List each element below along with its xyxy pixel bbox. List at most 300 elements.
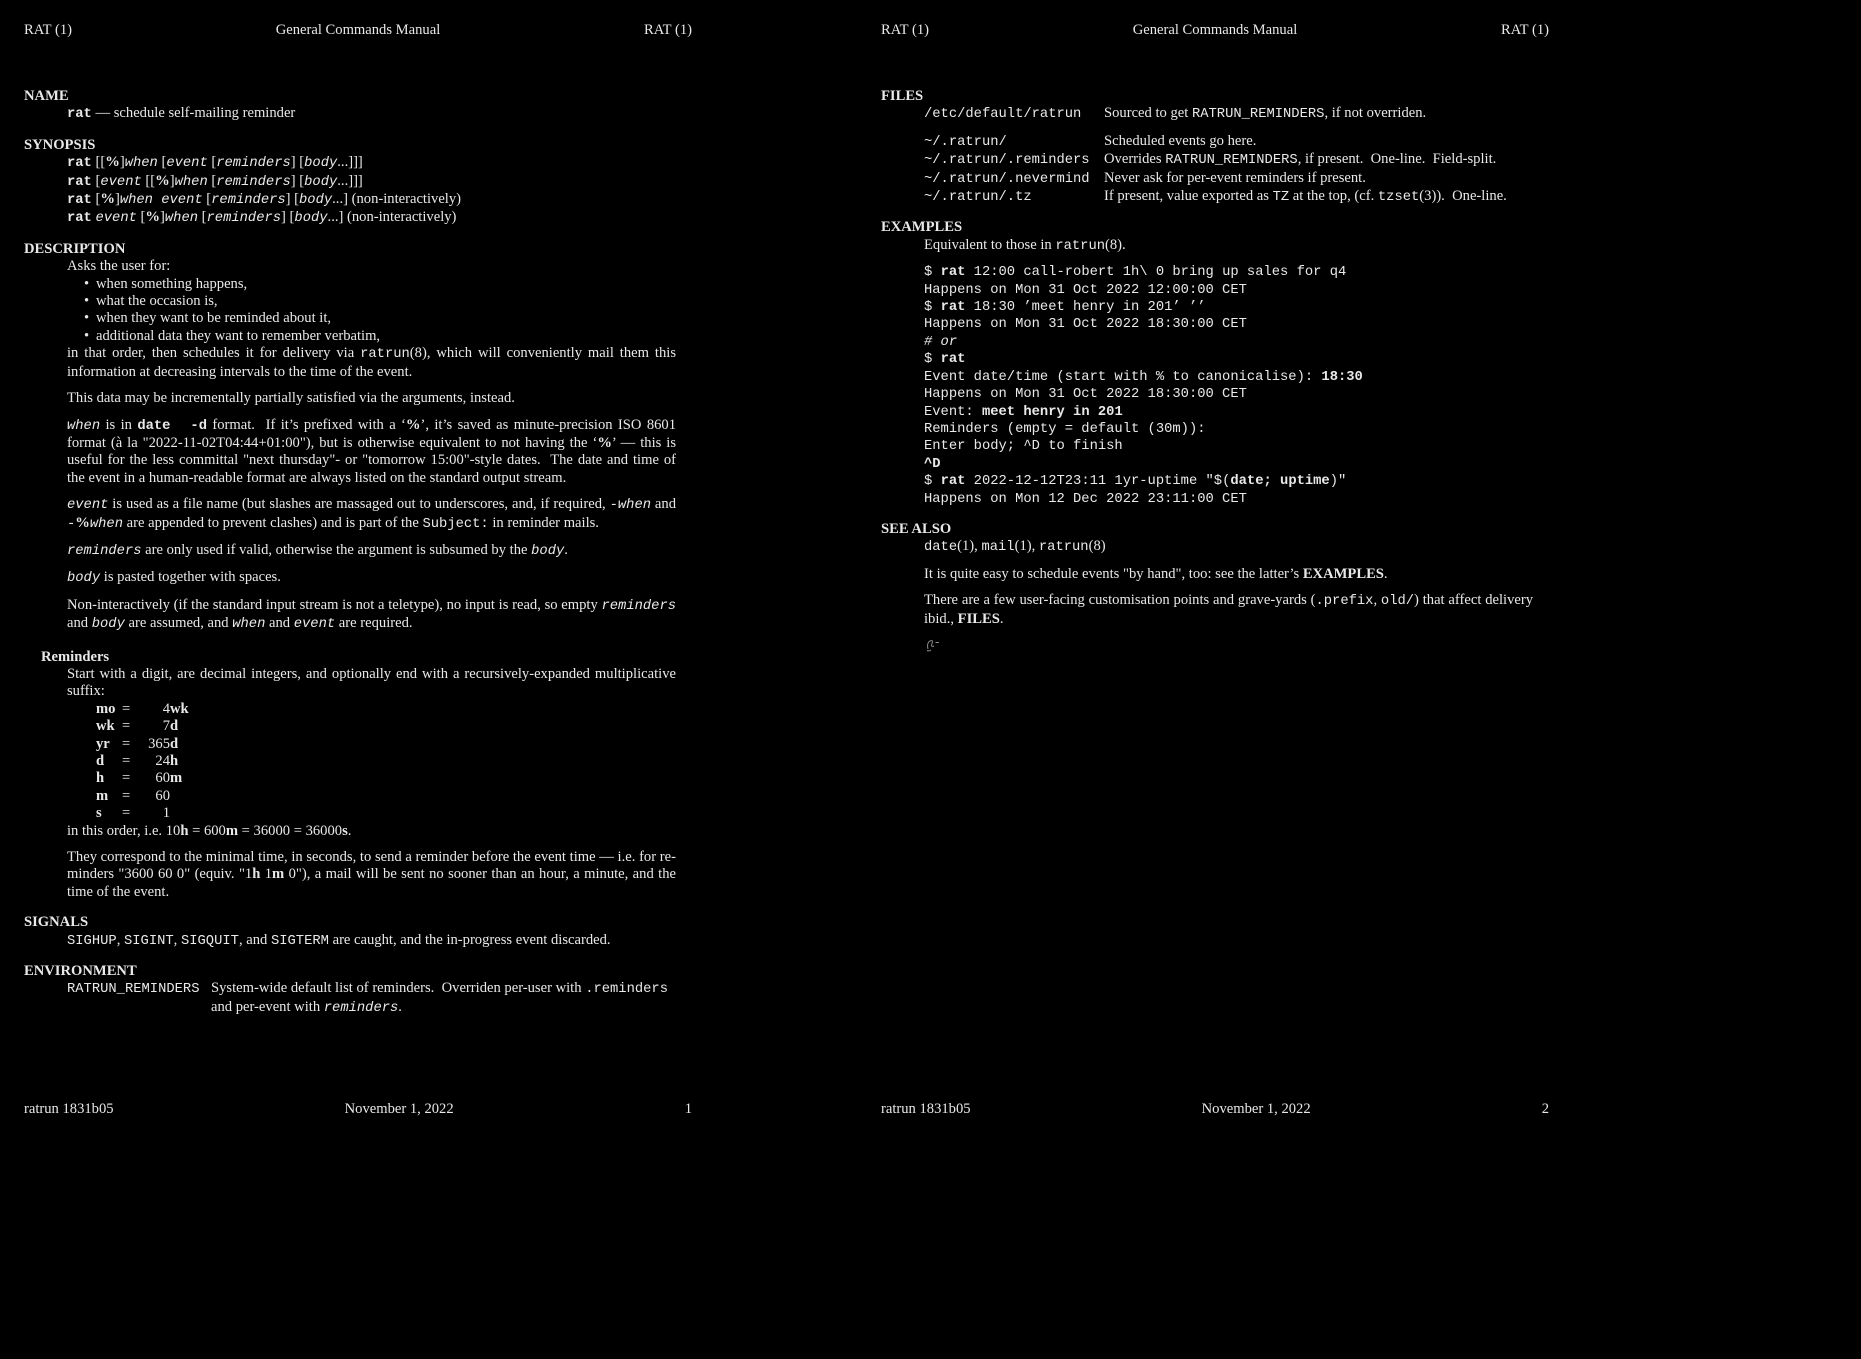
text-run: when [124,156,158,172]
footer-page-number: 1 [684,1101,692,1117]
text-run: Subject: [422,516,489,532]
text-run: There are a few user-facing customisation points and grave-yards ( [924,592,1316,609]
text-run: meet henry in 201 [981,404,1123,420]
text-run: Never ask for per-event reminders if present. [1104,169,1366,186]
text-run: body [299,193,333,209]
footer-date: November 1, 2022 [344,1101,454,1117]
text-run: % [155,172,170,189]
definition-list [67,980,676,1017]
text-run: ’, it’s saved as minute-precision ISO 8601 format (à la "2022-11-02T04:44+01:00"), but is otherwise equivalent to not having the ‘ [67,416,680,451]
page-header [24,22,692,39]
text-run: when [232,617,266,633]
suffix-value: 60 [155,787,170,804]
text-run: Happens on Mon 12 Dec 2022 23:11:00 CET [924,491,1247,507]
page-footer [24,1101,692,1118]
definition-text [211,980,676,1017]
text-run: Asks the user for: [67,258,171,275]
text-run: rat [940,265,966,281]
definition-text [1104,170,1533,187]
text-run: [ [207,172,217,189]
terminal-line [924,316,1533,333]
terminal-line [924,334,1533,351]
text-run: % [100,191,115,208]
text-run: ] [ [290,154,305,171]
text-run: h [180,822,189,839]
man-page-2 [881,0,1549,1359]
text-run: - [609,498,618,514]
suffix-row [96,736,676,753]
paragraph [67,596,680,634]
suffix-row [96,788,676,805]
definition-text [1104,105,1533,123]
synopsis-line [67,209,676,227]
text-run: TZ [1272,190,1290,206]
text-run: ratrun [1055,238,1106,254]
text-run: ] [160,209,165,226]
bullet-item [67,276,676,293]
footer-version: ratrun 1831b05 [24,1101,114,1117]
text-run: are assumed, and [124,615,233,632]
suffix-value: 7 [162,718,170,735]
text-run: Event date/time (start with % to canonicalise): [924,369,1322,385]
text-run: , [173,931,181,948]
text-run: rat [67,156,92,172]
text-run: in that order, then schedules it for delivery via [67,345,361,362]
page-body [881,88,1549,657]
text-run: [ [202,191,212,208]
section-body [24,154,692,228]
text-run: , [116,931,124,948]
text-run: mail [981,540,1015,556]
header-right-title: RAT (1) [1501,22,1549,38]
footer-page-number: 2 [1541,1101,1549,1117]
text-run: .reminders [585,982,668,998]
definition-term: ~/.ratrun/.nevermind [924,171,1090,187]
text-run: is pasted together with spaces. [100,569,281,586]
terminal-line [924,369,1533,386]
text-run: $ [924,300,941,316]
text-run: format. If it’s prefixed with a ‘ [206,416,406,433]
man-page-1 [24,0,692,1359]
text-run: ratrun [1038,540,1089,556]
definition-term: ~/.ratrun/ [924,134,1007,150]
text-run: date; uptime [1230,474,1330,490]
text-run: tzset [1377,190,1420,206]
text-run: s [342,822,348,839]
text-run: (8) [1088,538,1106,555]
paragraph [67,823,676,840]
paragraph [67,105,676,123]
text-run: event [166,156,208,172]
text-run: $ [924,474,941,490]
section-title-files: FILES [881,88,924,104]
text-run: reminders [211,193,286,209]
text-run: % [405,416,421,433]
equals-sign: = [122,718,131,735]
text-run: . [564,541,568,558]
text-run: ’ — this is useful for the less committal "next thursday"- or "tomorrow 15:00"-style dates. The date and time of the event in a human-readable format are always listed on the standard output stream. [67,434,680,486]
text-run: in this order, i.e. 10 [67,822,181,839]
equals-sign: = [122,735,131,752]
terminal-line [924,404,1533,421]
suffix-unit: h [96,770,105,787]
section-body [24,666,692,901]
text-run: when something happens, [96,275,248,292]
header-left-title: RAT (1) [24,22,72,38]
bullet-icon: • [84,310,90,327]
page-footer [881,1101,1549,1118]
paragraph [67,390,676,407]
paragraph [67,569,676,587]
text-run: .prefix [1315,594,1374,610]
text-run: when [89,516,123,532]
suffix-table [96,701,676,823]
text-run: (8), which will conveniently mail them this information at decreasing intervals to the time of the event. [67,345,680,380]
terminal-line [924,299,1533,316]
section-body [881,237,1549,508]
paragraph [67,258,676,275]
section-title-environment: ENVIRONMENT [24,963,137,980]
text-run: event [100,174,142,190]
text-run: 2022-12-12T23:11 1yr-uptime "$( [965,474,1231,490]
scribble-signature-icon [924,638,1533,657]
section-body [24,980,692,1017]
text-run: in reminder mails. [488,514,599,531]
text-run: Equivalent to those in [924,236,1056,253]
suffix-row [96,718,676,735]
suffix-value: 365 [148,735,170,752]
text-run: SIGQUIT [180,933,239,949]
header-center-title: General Commands Manual [275,22,441,38]
text-run: m [225,822,239,839]
definition-term: RATRUN_REMINDERS [67,982,200,998]
paragraph [924,538,1533,556]
text-run: (8). [1105,236,1126,253]
text-run: body [91,617,125,633]
paragraph [67,345,680,381]
header-left-title: RAT (1) [881,22,929,38]
text-run: body [294,211,328,227]
text-run: date -d [137,418,207,434]
text-run: SIGINT [123,933,174,949]
text-run: Happens on Mon 31 Oct 2022 12:00:00 CET [924,282,1247,298]
suffix-row [96,805,676,822]
suffix-unit: s [96,805,102,822]
section-body [881,538,1549,657]
text-run: rat [940,352,966,368]
section-body [24,258,692,633]
suffix-next-unit: wk [170,700,189,717]
suffix-next-unit: h [170,753,179,769]
section-title-synopsis: SYNOPSIS [24,136,96,153]
suffix-row [96,701,676,718]
text-run: [[ [141,172,156,189]
text-run: rat [67,174,92,190]
suffix-next-unit: d [170,735,179,752]
text-run: = 36000 = 36000 [238,822,343,839]
text-run: , and [238,931,271,948]
section-title-signals: SIGNALS [24,914,89,931]
bullet-item [67,328,676,345]
definition-text [1104,133,1533,150]
text-run: body [67,571,101,587]
text-run: additional data they want to remember verbatim, [96,327,381,344]
text-run: . [1383,565,1388,582]
text-run: when they want to be reminded about it, [96,310,332,327]
text-run: reminders [216,156,291,172]
page-body [24,88,692,1017]
text-run: Start with a digit, are decimal integers, and optionally end with a recursively-expanded multiplicative suffix: [67,665,680,700]
paragraph [67,416,680,488]
definition-text [1104,188,1533,206]
text-run: body [304,156,338,172]
text-run: [ [207,154,217,171]
suffix-value: 1 [162,805,170,822]
text-run: It is quite easy to schedule events "by hand", too: see the latter’s [924,565,1303,582]
text-run: ) that affect delivery ibid., [924,592,1537,627]
terminal-example [924,264,1533,508]
text-run: event [293,617,336,633]
bullet-icon: • [84,275,90,292]
terminal-line [924,421,1533,438]
paragraph [924,237,1533,255]
text-run: , [1373,592,1381,609]
section-body [24,932,692,950]
text-run: % [597,434,612,451]
text-run: They correspond to the minimal time, in seconds, to send a reminder before the event time — i.e. for reminders "3600 60 0" (equiv. "1 [67,849,676,883]
paragraph [67,849,680,901]
text-run: % [145,209,161,226]
equals-sign: = [122,805,131,822]
text-run: ] [ [281,209,295,226]
text-run: 1 [260,866,273,883]
section-title-see-also: SEE ALSO [881,520,952,537]
text-run: - [67,516,76,532]
footer-date: November 1, 2022 [1201,1101,1311,1117]
text-run: what the occasion is, [96,293,218,310]
equals-sign: = [122,700,131,717]
text-run: date [924,540,958,556]
definition-row [67,980,676,1017]
text-run: % [75,514,90,531]
text-run: Overrides [1104,151,1166,168]
terminal-line [924,473,1533,490]
text-run: rat [940,474,966,490]
text-run: ] [ [290,172,305,189]
suffix-unit: d [96,753,105,769]
terminal-line [924,264,1533,281]
text-run: and [651,496,680,513]
text-run: ] [169,172,175,189]
text-run: ] [114,191,120,208]
text-run: (1), [957,538,982,555]
text-run: when [67,418,101,434]
terminal-line [924,282,1533,299]
section-title-reminders: Reminders [41,648,110,665]
text-run: , if not overriden. [1324,105,1427,122]
synopsis-line [67,191,676,209]
equals-sign: = [122,770,131,787]
text-run: is used as a file name (but slashes are massaged out to underscores, and, if required, [108,496,610,513]
text-run: [ [91,172,101,189]
text-run: , if present. One-line. Field-split. [1297,151,1497,168]
text-run: ...] (non-interactively) [332,191,462,208]
text-run: when event [119,193,203,209]
text-run: . [347,822,352,839]
text-run: body [304,174,338,190]
text-run: ratrun [360,347,410,363]
terminal-line [924,456,1533,473]
text-run: event [95,211,137,227]
text-run: Reminders (empty = default (30m)): [924,421,1206,437]
text-run: Non-interactively (if the standard input stream is not a teletype), no input is read, so empty [67,596,602,613]
text-run: ...]]] [337,154,363,171]
text-run: reminders [67,543,142,559]
paragraph [924,566,1533,583]
page-header [881,22,1549,39]
text-run: [ [157,154,167,171]
text-run: [ [91,191,101,208]
text-run: and [67,596,680,632]
equals-sign: = [122,753,131,769]
text-run: are caught, and the in-progress event discarded. [328,931,611,948]
suffix-row [96,770,676,787]
text-run: (3)). One-line. [1419,188,1507,205]
suffix-value: 60 [155,770,170,787]
section-body [881,105,1549,206]
text-run: 12:00 call-robert 1h\ 0 bring up sales for q4 [965,265,1347,281]
text-run: $ [924,265,941,281]
text-run: Event: [924,404,982,420]
suffix-unit: wk [96,718,115,735]
text-run: are appended to prevent clashes) and is part of the [123,514,423,531]
definition-list [924,105,1533,206]
text-run: ...] (non-interactively) [327,209,457,226]
definition-term: ~/.ratrun/.tz [924,190,1032,206]
text-run: h [252,866,261,883]
text-run: If present, value exported as [1104,188,1273,205]
text-run: are only used if valid, otherwise the argument is subsumed by the [141,541,532,558]
suffix-value: 24 [155,753,170,769]
text-run: [ [198,209,207,226]
text-run: Happens on Mon 31 Oct 2022 18:30:00 CET [924,387,1247,403]
text-run: ] [ [285,191,300,208]
section-body [24,105,692,123]
text-run: . [398,998,402,1015]
header-center-title: General Commands Manual [1132,22,1298,38]
bullet-item [67,310,676,327]
paragraph [67,496,680,533]
text-run: SIGHUP [67,933,117,949]
text-run: Enter body; ^D to finish [924,439,1123,455]
header-right-title: RAT (1) [644,22,692,38]
definition-row [924,188,1533,206]
text-run: rat [67,107,92,123]
text-run: m [272,866,285,883]
definition-term: /etc/default/ratrun [924,107,1082,123]
text-run: ...]]] [337,172,363,189]
definition-text [1104,151,1533,169]
text-run: rat [67,211,92,227]
text-run: when [174,174,208,190]
text-run: % [105,154,120,171]
text-run: rat [67,193,92,209]
section-title-name: NAME [24,88,69,104]
text-run: SIGTERM [270,933,329,949]
paragraph [924,592,1537,628]
text-run: RATRUN_REMINDERS [1165,153,1298,169]
bullet-list [67,276,676,346]
synopsis-lines [67,154,676,228]
suffix-unit: mo [96,700,116,717]
text-run: is in [100,416,138,433]
paragraph [67,665,680,701]
text-run: body [531,543,565,559]
text-run: reminders [206,211,282,227]
terminal-line [924,438,1533,455]
text-run: RATRUN_REMINDERS [1191,107,1325,123]
text-run: ] [119,154,125,171]
definition-row [924,151,1533,169]
section-title-description: DESCRIPTION [24,240,126,257]
text-run: old/ [1380,594,1415,610]
terminal-line [924,386,1533,403]
text-run: Scheduled events go here. [1104,132,1257,149]
text-run: and [265,615,294,632]
bullet-icon: • [84,293,90,310]
terminal-line [924,491,1533,508]
terminal-line [924,351,1533,368]
text-run: [[ [91,154,106,171]
text-run: ^D [924,456,941,472]
text-run: System-wide default list of reminders. Overriden per-user with [211,980,586,997]
suffix-next-unit: m [170,770,183,787]
text-run: # or [924,334,958,350]
suffix-unit: m [96,787,109,804]
text-run: [ [136,209,146,226]
text-run: FILES [957,610,1000,627]
synopsis-line [67,154,676,172]
text-run: at the top, (cf. [1289,188,1378,205]
bullet-item [67,293,676,310]
text-run: Happens on Mon 31 Oct 2022 18:30:00 CET [924,317,1247,333]
text-run: — schedule self-mailing reminder [91,105,296,122]
text-run: EXAMPLES [1302,565,1384,582]
text-run: reminders [323,1000,399,1016]
text-run: reminders [216,174,291,190]
text-run: 18:30 ’meet henry in 201’ ’’ [965,300,1206,316]
suffix-value: 4 [162,700,170,717]
paragraph [67,932,676,950]
text-run: $ [924,352,941,368]
text-run: . [999,610,1004,627]
definition-term: ~/.ratrun/.reminders [924,153,1090,169]
text-run: 0"), a mail will be sent no sooner than an hour, a minute, and the time of the event. [67,866,680,900]
equals-sign: = [122,787,131,804]
text-run: reminders [601,598,676,614]
text-run: 18:30 [1321,369,1363,385]
definition-row [924,105,1533,123]
definition-row [924,170,1533,188]
text-run: )" [1329,474,1347,490]
synopsis-line [67,173,676,191]
text-run: when [617,498,652,514]
suffix-unit: yr [96,735,110,752]
text-run: and per-event with [211,980,672,1015]
bullet-icon: • [84,327,90,344]
section-title-examples: EXAMPLES [881,219,963,236]
text-run: rat [940,300,966,316]
